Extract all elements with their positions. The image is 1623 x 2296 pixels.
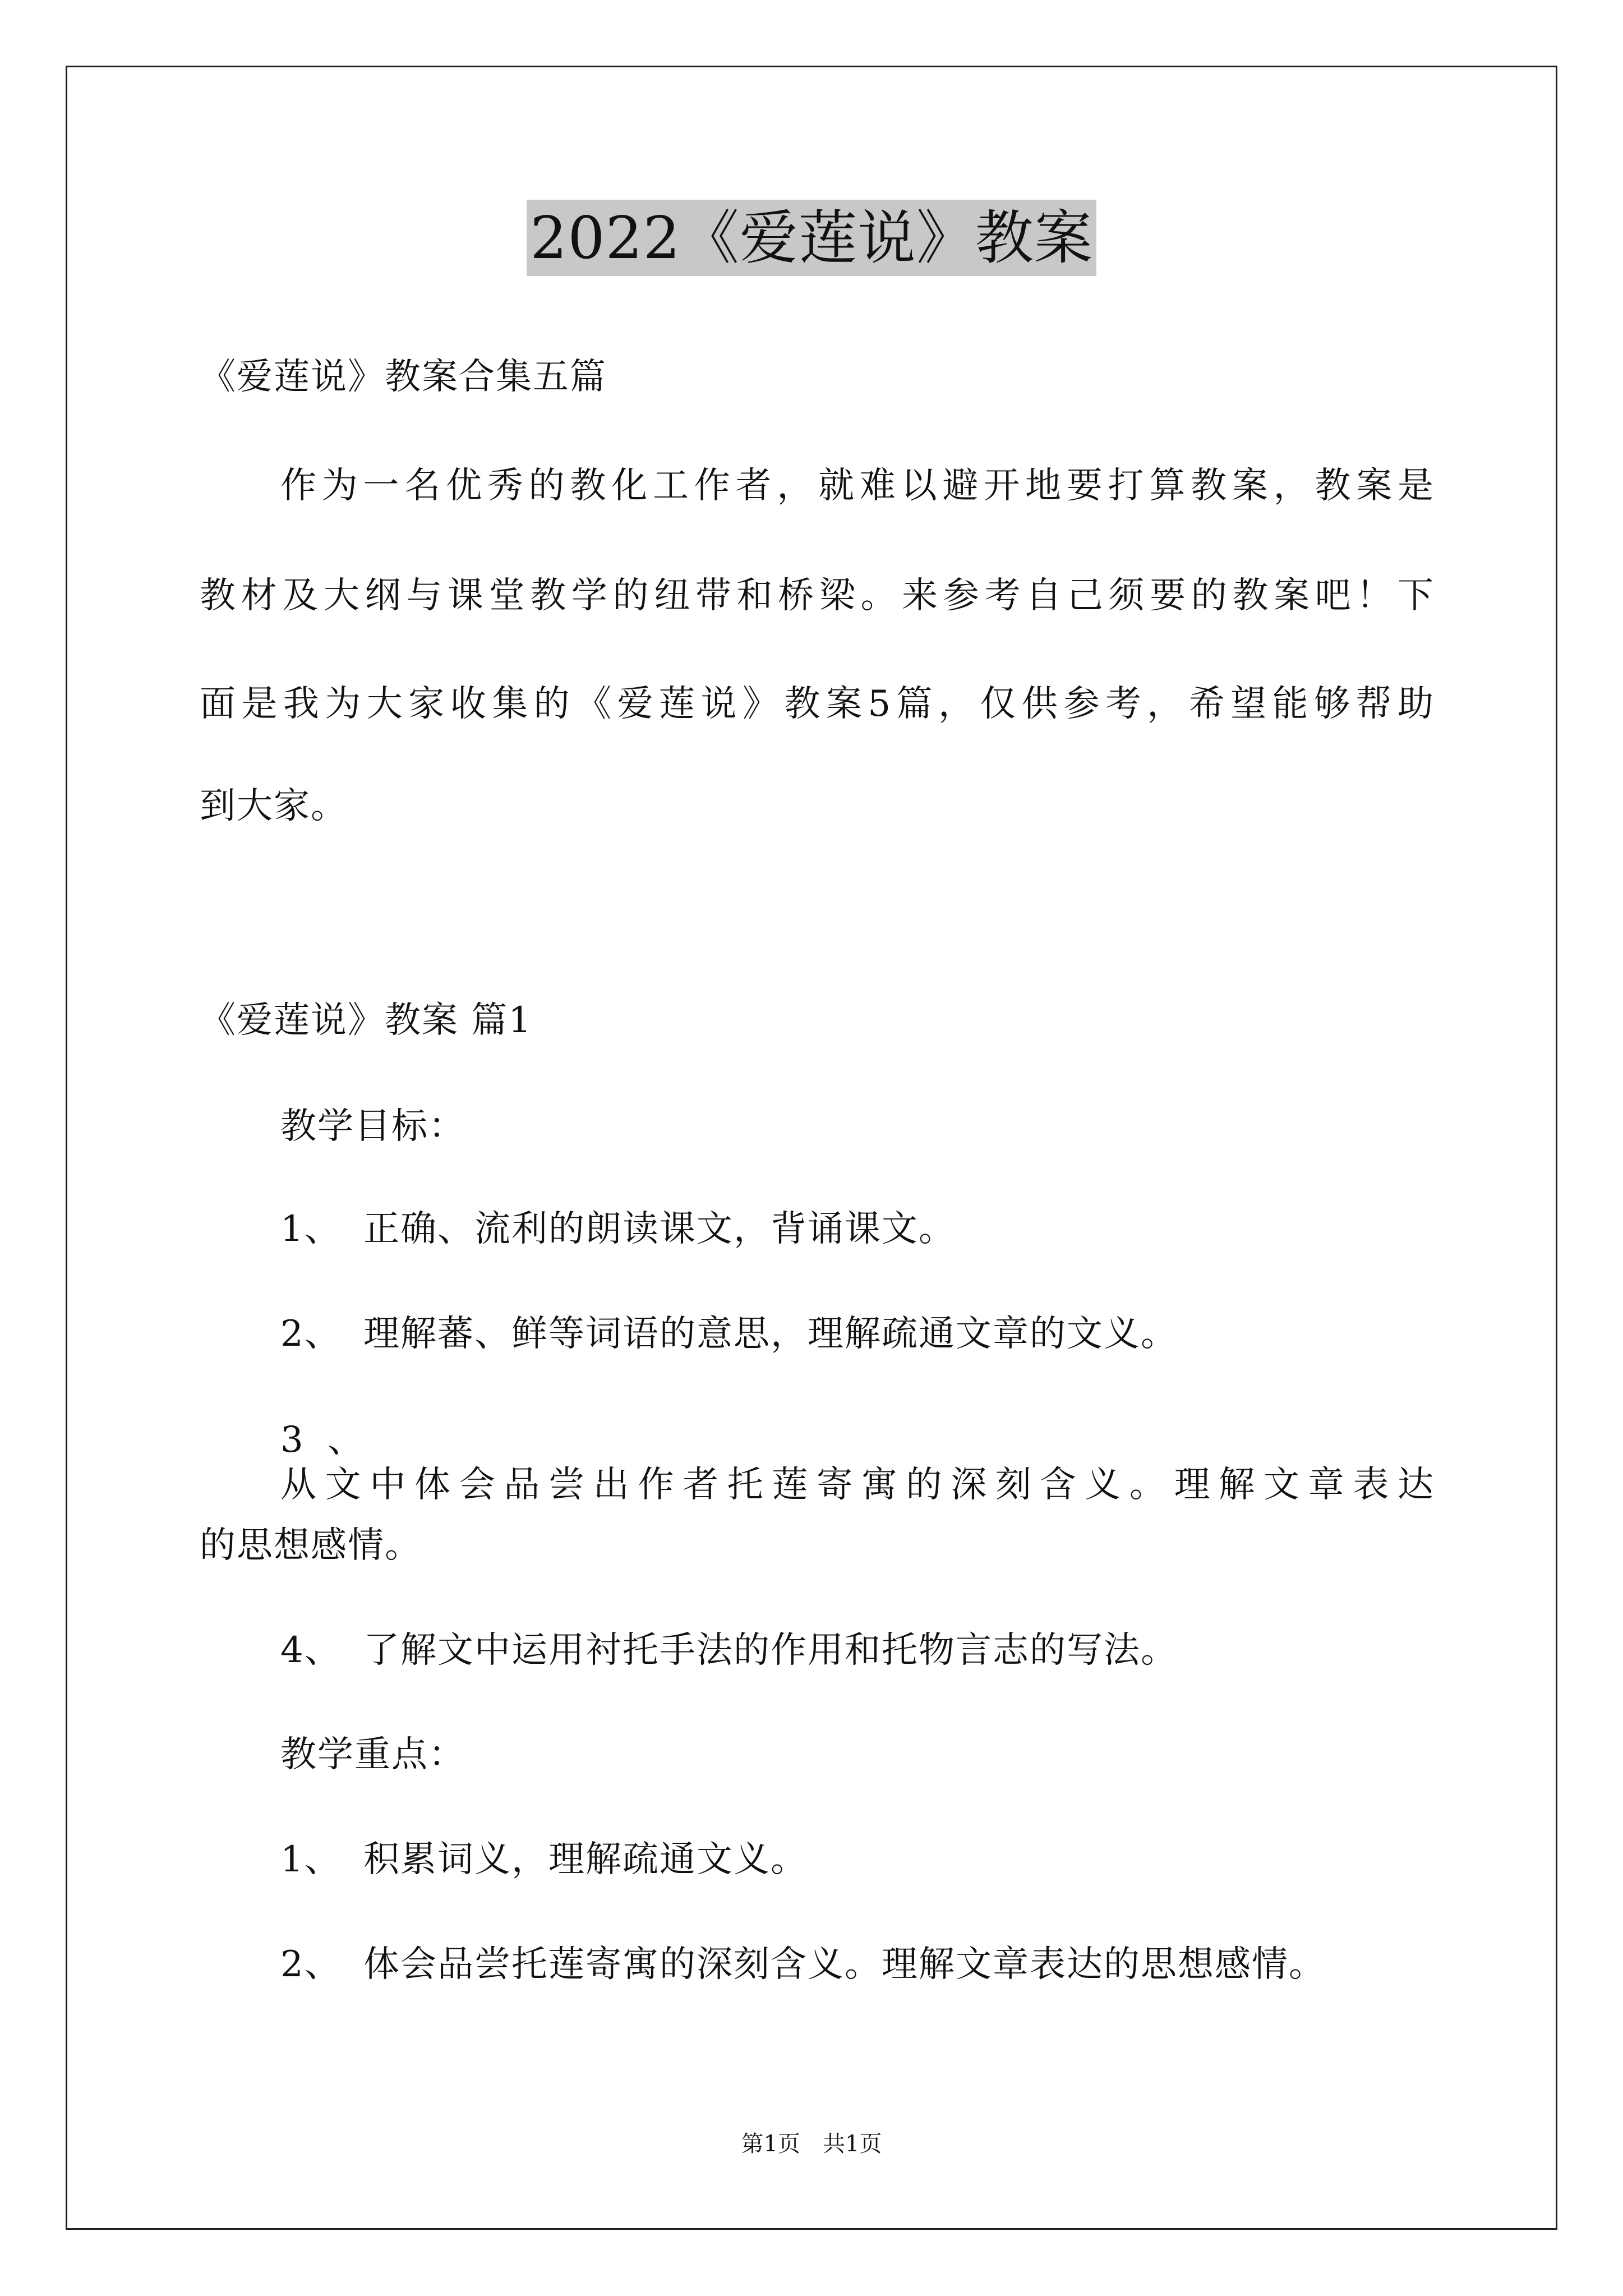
page-footer: 第1页 共1页 [741, 2131, 882, 2157]
intro-paragraph-line-3: 面是我为大家收集的《爱莲说》教案5篇，仅供参考，希望能够帮助 [200, 683, 1433, 725]
key-point-number: 2、 [280, 1944, 342, 1985]
objective-number: 4、 [280, 1630, 342, 1671]
objective-item-1 [280, 1207, 956, 1251]
section-heading: 《爱莲说》教案 篇1 [200, 1000, 533, 1041]
objective-number: 2、 [280, 1313, 342, 1355]
key-points-heading: 教学重点： [280, 1734, 465, 1775]
document-title: 2022《爱莲说》教案 [527, 200, 1096, 276]
objectives-heading: 教学目标： [280, 1106, 465, 1147]
intro-paragraph-line-4: 到大家。 [200, 785, 348, 827]
objective-item-3-continued: 的思想感情。 [200, 1525, 422, 1566]
objective-text: 正确、流利的朗读课文，背诵课文。 [363, 1208, 956, 1250]
title-container [0, 200, 1623, 276]
objective-number: 3、 [280, 1419, 363, 1461]
objective-item-3 [280, 1418, 1433, 1507]
objective-number: 1、 [280, 1208, 342, 1250]
objective-item-2 [280, 1312, 1178, 1356]
key-point-item-1 [280, 1837, 808, 1882]
objective-text: 从文中体会品尝出作者托莲寄寓的深刻含义。理解文章表达 [280, 1464, 1433, 1506]
objective-text: 理解蕃、鲜等词语的意思，理解疏通文章的文义。 [363, 1313, 1178, 1355]
key-point-item-2 [280, 1942, 1326, 1987]
objective-text: 了解文中运用衬托手法的作用和托物言志的写法。 [363, 1630, 1178, 1671]
intro-paragraph-line-1: 作为一名优秀的教化工作者，就难以避开地要打算教案，教案是 [280, 465, 1433, 507]
objective-item-4 [280, 1628, 1178, 1673]
key-point-text: 体会品尝托莲寄寓的深刻含义。理解文章表达的思想感情。 [363, 1944, 1326, 1985]
key-point-number: 1、 [280, 1839, 342, 1880]
collection-subtitle: 《爱莲说》教案合集五篇 [200, 356, 607, 398]
key-point-text: 积累词义，理解疏通文义。 [363, 1839, 808, 1880]
intro-paragraph-line-2: 教材及大纲与课堂教学的纽带和桥梁。来参考自己须要的教案吧！下 [200, 575, 1433, 616]
